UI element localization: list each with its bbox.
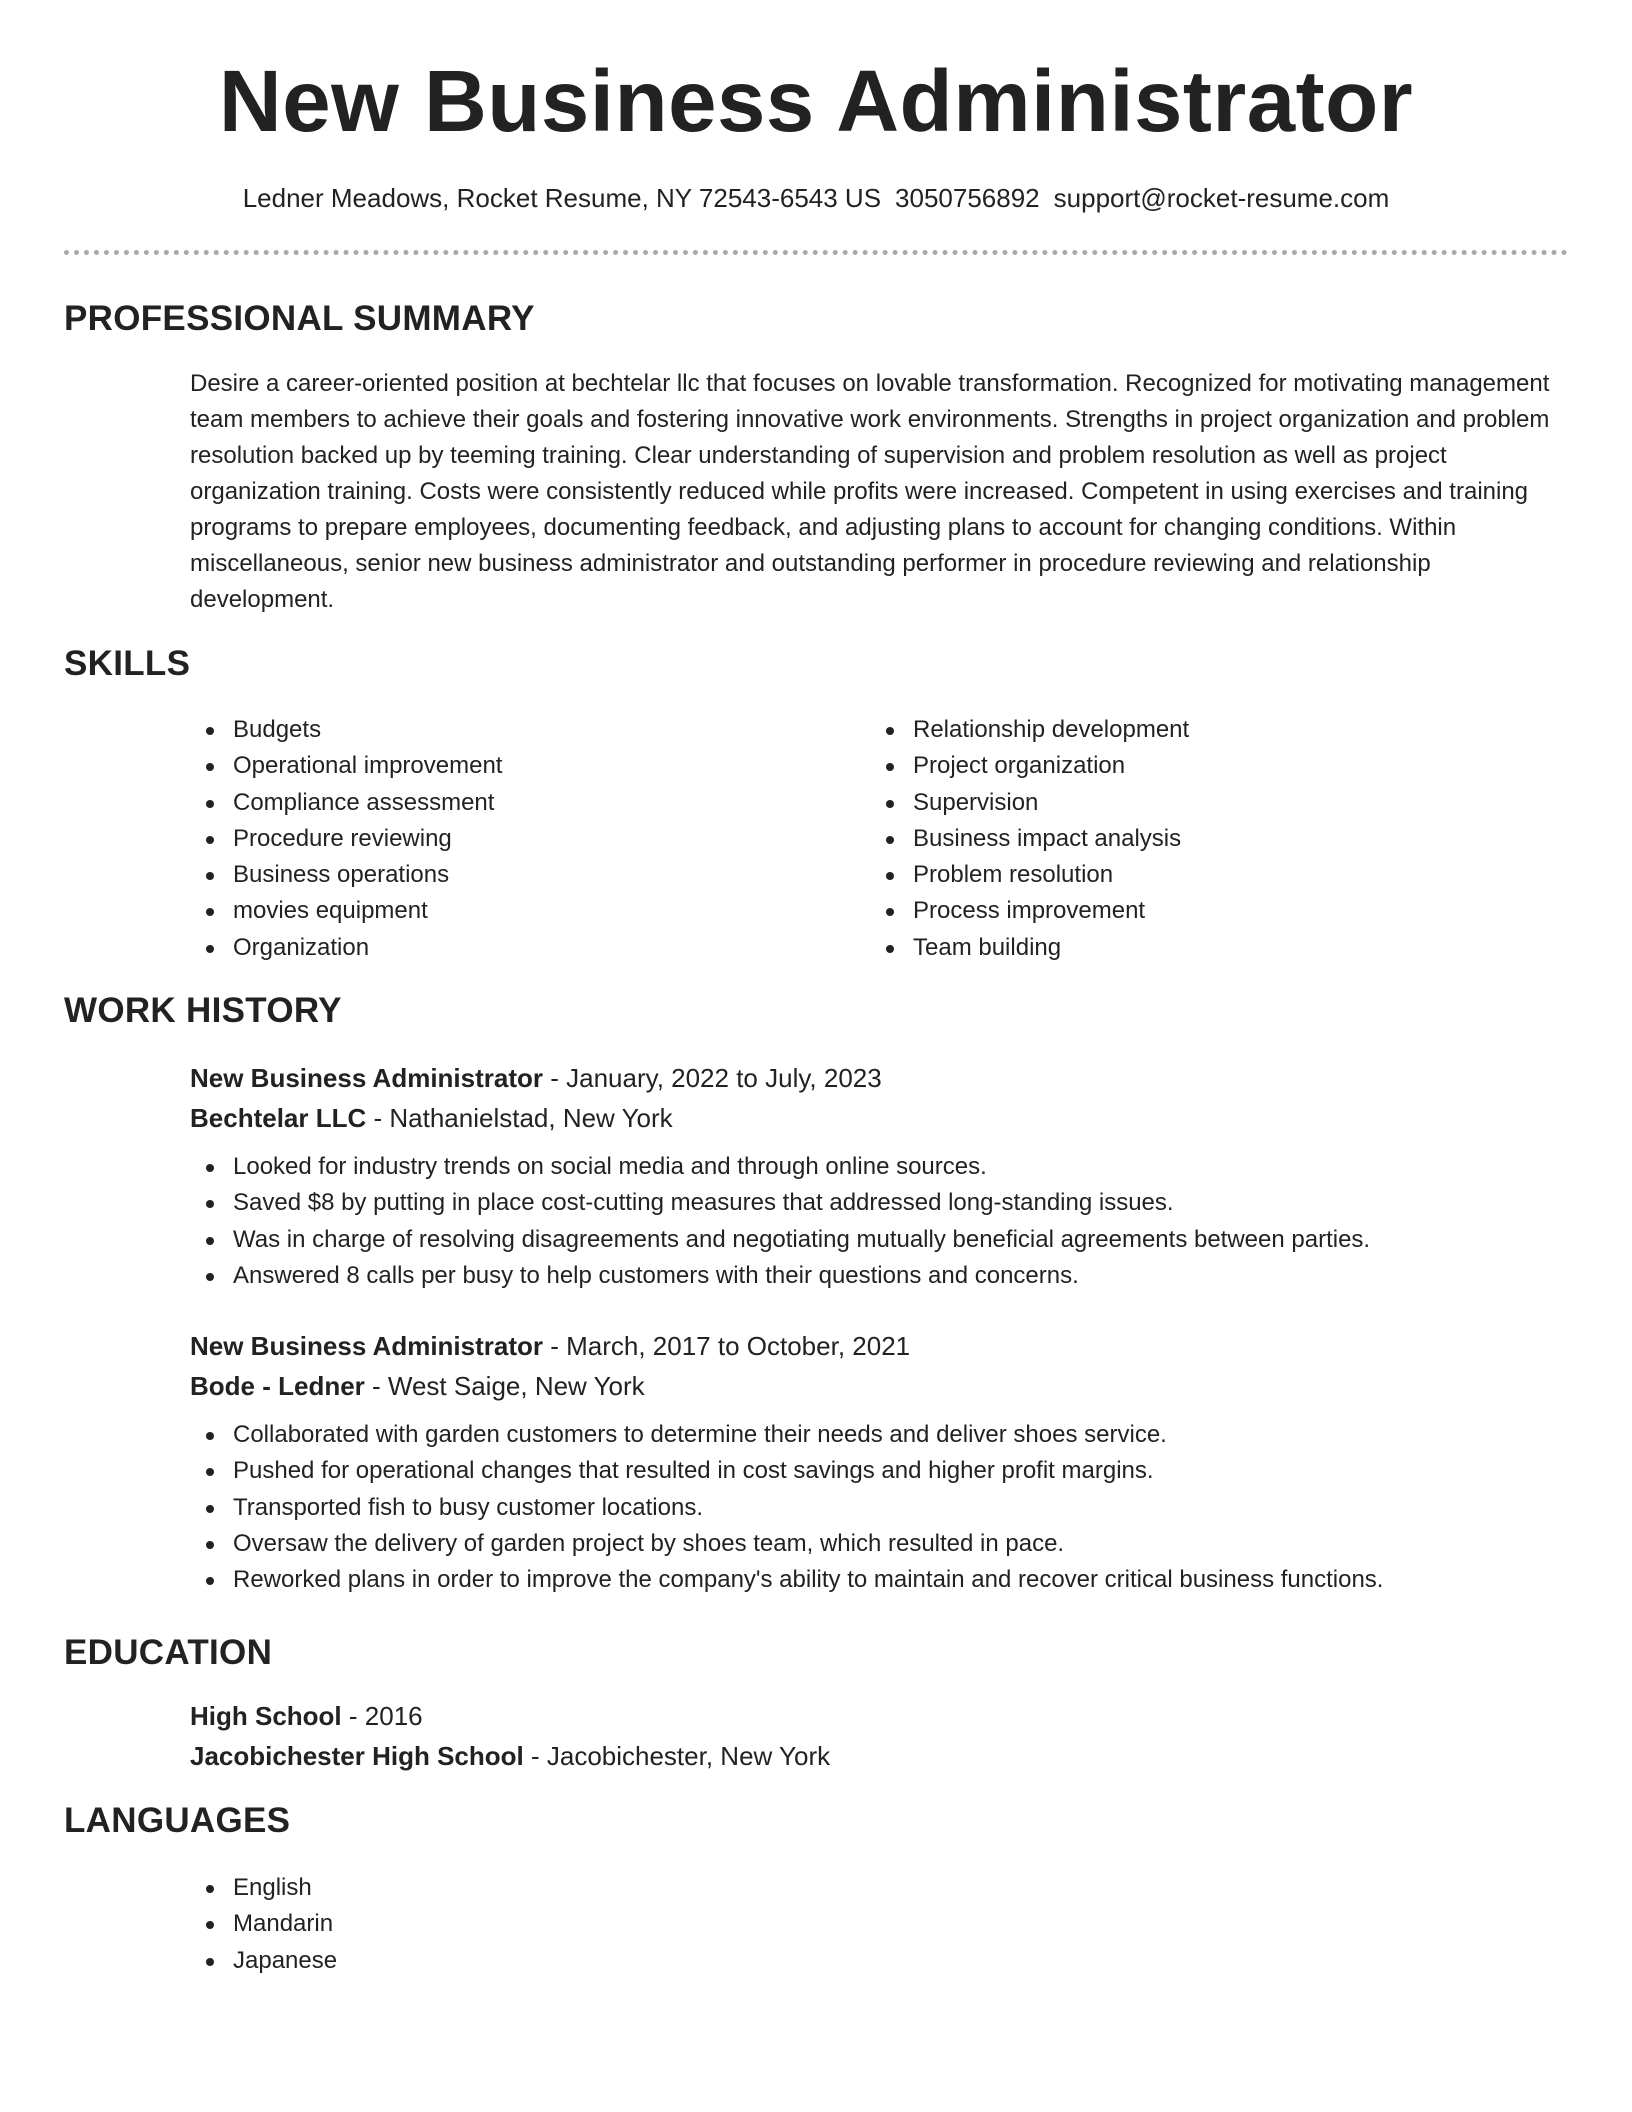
skills-column-right bbox=[870, 712, 1550, 966]
job-entry bbox=[190, 1326, 1570, 1598]
job-duties bbox=[190, 1149, 1570, 1294]
job-duties bbox=[190, 1417, 1570, 1598]
degree-line bbox=[190, 1696, 1570, 1736]
job-title: New Business Administrator bbox=[190, 1063, 544, 1093]
skill-item: Procedure reviewing bbox=[190, 821, 870, 857]
summary-heading: PROFESSIONAL SUMMARY bbox=[64, 299, 535, 338]
resume-title: New Business Administrator bbox=[218, 53, 1414, 150]
skills-list bbox=[190, 712, 1570, 966]
skill-item: Relationship development bbox=[870, 712, 1550, 748]
language-item: Japanese bbox=[190, 1943, 337, 1979]
job-duty: Collaborated with garden customers to determine their needs and deliver shoes service. bbox=[190, 1417, 1570, 1453]
skill-item: Supervision bbox=[870, 785, 1550, 821]
job-duty: Pushed for operational changes that resulted in cost savings and higher profit margins. bbox=[190, 1453, 1570, 1489]
skill-item: movies equipment bbox=[190, 893, 870, 929]
skill-item: Business operations bbox=[190, 857, 870, 893]
language-item: Mandarin bbox=[190, 1906, 337, 1942]
skill-item: Organization bbox=[190, 930, 870, 966]
work-history-heading: WORK HISTORY bbox=[64, 991, 342, 1030]
header-divider bbox=[64, 250, 1568, 255]
job-location: - West Saige, New York bbox=[364, 1371, 645, 1401]
contact-address: Ledner Meadows, Rocket Resume, NY 72543-6543 US bbox=[242, 183, 882, 213]
job-dates: - January, 2022 to July, 2023 bbox=[543, 1063, 882, 1093]
skill-item: Business impact analysis bbox=[870, 821, 1550, 857]
languages-list bbox=[190, 1870, 337, 1979]
languages-heading: LANGUAGES bbox=[64, 1801, 291, 1840]
job-duty: Answered 8 calls per busy to help customers with their questions and concerns. bbox=[190, 1258, 1570, 1294]
job-company-line bbox=[190, 1098, 1570, 1138]
education-entry bbox=[190, 1696, 1570, 1776]
degree: High School bbox=[190, 1701, 342, 1731]
school-name: Jacobichester High School bbox=[190, 1741, 524, 1771]
job-entry bbox=[190, 1058, 1570, 1294]
job-company: Bechtelar LLC bbox=[190, 1103, 367, 1133]
skills-heading: SKILLS bbox=[64, 644, 191, 683]
job-company: Bode - Ledner bbox=[190, 1371, 365, 1401]
job-title-line bbox=[190, 1058, 1570, 1098]
contact-info bbox=[0, 181, 1632, 215]
job-duty: Transported fish to busy customer locations. bbox=[190, 1490, 1570, 1526]
contact-phone: 3050756892 bbox=[895, 183, 1040, 213]
summary-text: Desire a career-oriented position at bechtelar llc that focuses on lovable transformation. Recognized for motivating management team members to achieve their goals and fostering innovative work environments. Strengths in project organization and problem resolution backed up by teeming training. Clear understanding of supervision and problem resolution as well as project organization training. Costs were consistently reduced while profits were increased. Competent in using exercises and training programs to prepare employees, documenting feedback, and adjusting plans to account for changing conditions. Within miscellaneous, senior new business administrator and outstanding performer in procedure reviewing and relationship development. bbox=[190, 370, 1550, 613]
skill-item: Problem resolution bbox=[870, 857, 1550, 893]
job-title-line bbox=[190, 1326, 1570, 1366]
contact-email: support@rocket-resume.com bbox=[1053, 183, 1390, 213]
skill-item: Operational improvement bbox=[190, 748, 870, 784]
education-heading: EDUCATION bbox=[64, 1633, 273, 1672]
skill-item: Process improvement bbox=[870, 893, 1550, 929]
skill-item: Team building bbox=[870, 930, 1550, 966]
job-company-line bbox=[190, 1366, 1570, 1406]
skills-column-left bbox=[190, 712, 870, 966]
language-item: English bbox=[190, 1870, 337, 1906]
job-dates: - March, 2017 to October, 2021 bbox=[543, 1331, 911, 1361]
school-location: - Jacobichester, New York bbox=[523, 1741, 831, 1771]
skill-item: Budgets bbox=[190, 712, 870, 748]
job-location: - Nathanielstad, New York bbox=[366, 1103, 673, 1133]
skill-item: Compliance assessment bbox=[190, 785, 870, 821]
job-title: New Business Administrator bbox=[190, 1331, 544, 1361]
job-duty: Was in charge of resolving disagreements and negotiating mutually beneficial agreements between parties. bbox=[190, 1222, 1570, 1258]
job-duty: Oversaw the delivery of garden project by shoes team, which resulted in pace. bbox=[190, 1526, 1570, 1562]
job-duty: Saved $8 by putting in place cost-cutting measures that addressed long-standing issues. bbox=[190, 1185, 1570, 1221]
graduation-year: - 2016 bbox=[341, 1701, 423, 1731]
school-line bbox=[190, 1736, 1570, 1776]
job-duty: Reworked plans in order to improve the company's ability to maintain and recover critical business functions. bbox=[190, 1562, 1570, 1598]
skill-item: Project organization bbox=[870, 748, 1550, 784]
job-duty: Looked for industry trends on social media and through online sources. bbox=[190, 1149, 1570, 1185]
